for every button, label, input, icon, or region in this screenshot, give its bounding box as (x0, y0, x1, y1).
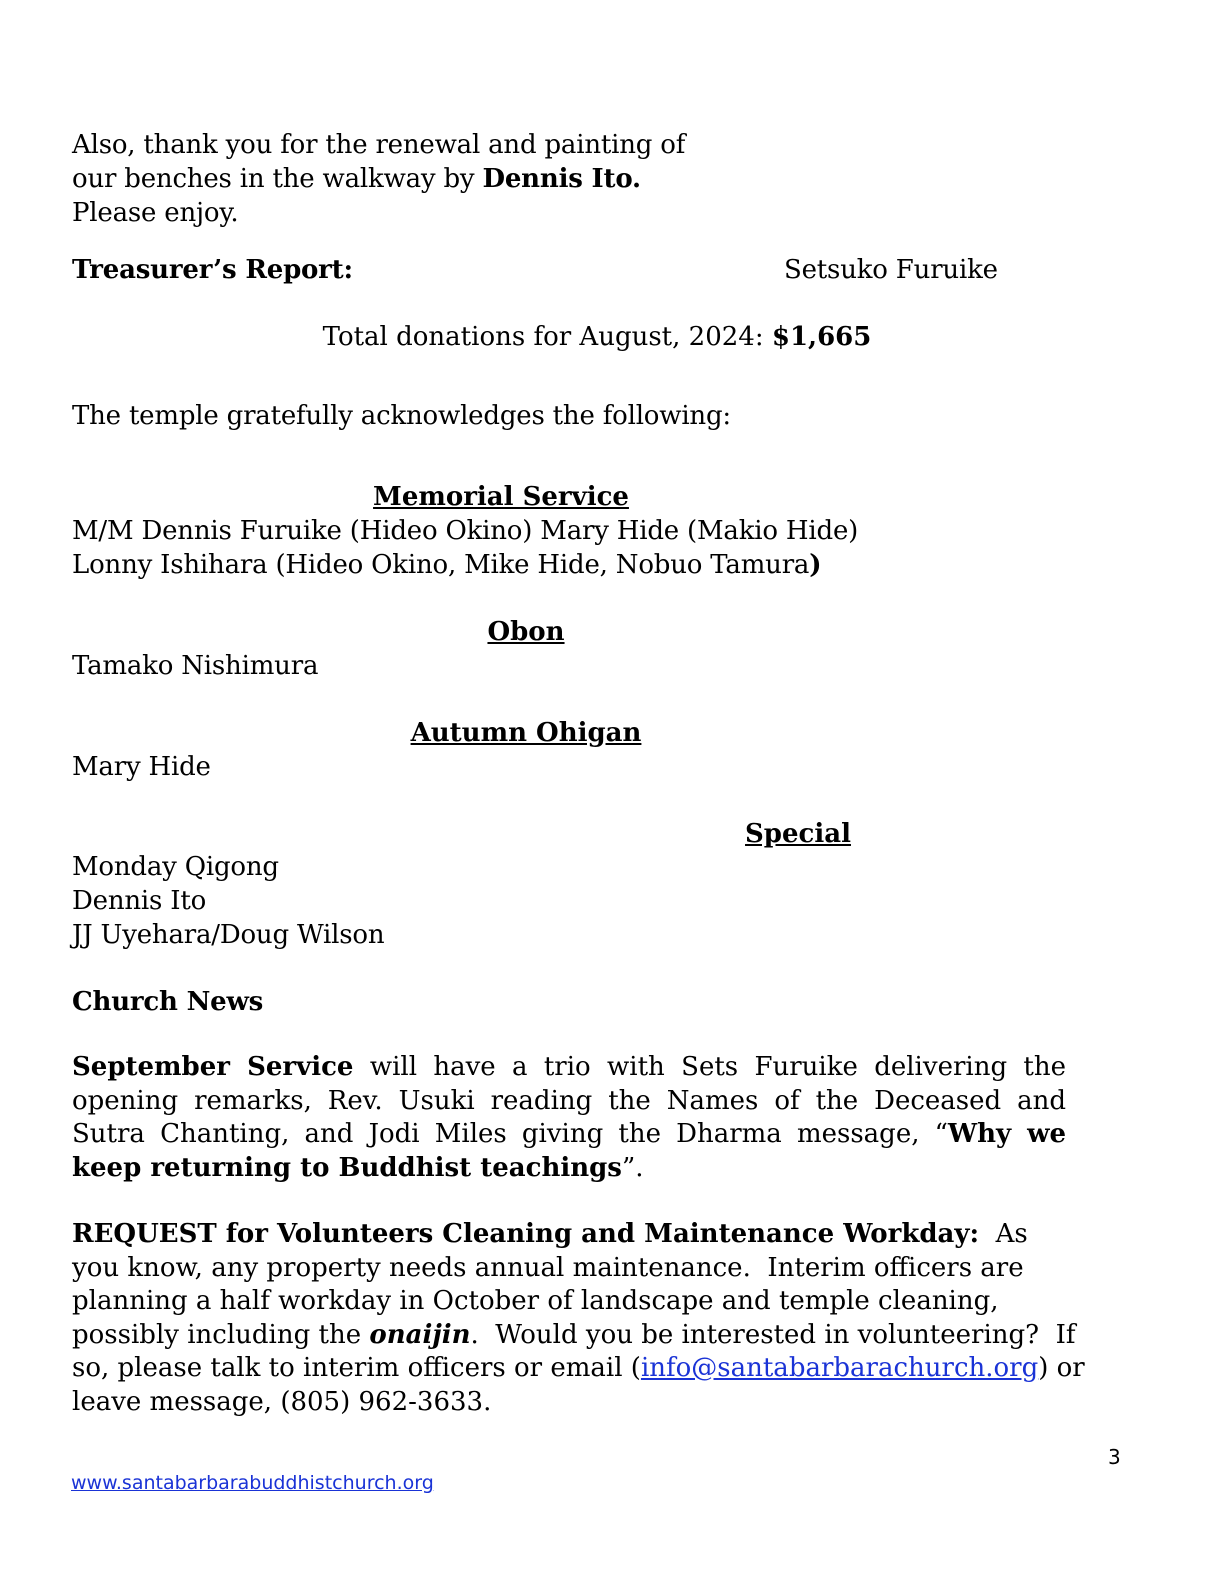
obon-line-1: Tamako Nishimura (72, 651, 319, 681)
thanks-line-2: our benches in the walkway by Dennis Ito. (72, 164, 641, 194)
treasurer-heading: Treasurer’s Report: (72, 255, 353, 285)
september-line-3: Sutra Chanting, and Jodi Miles giving the Dharma message, “Why we (72, 1119, 1066, 1149)
volunteer-paragraph (72, 1218, 1085, 1419)
onaijin-term: onaijin (369, 1319, 471, 1350)
volunteer-line-2: you know, any property needs annual maintenance. Interim officers are (72, 1252, 1024, 1283)
ohigan-heading: Autumn Ohigan (410, 718, 642, 748)
total-donations-value: $1,665 (771, 322, 872, 352)
special-item: Monday Qigong (72, 852, 279, 882)
special-item: Dennis Ito (72, 886, 207, 916)
special-item: JJ Uyehara/Doug Wilson (72, 920, 385, 950)
september-line-2: opening remarks, Rev. Usuki reading the Names of the Deceased and (72, 1085, 1066, 1116)
total-donations: Total donations for August, 2024: $1,665 (322, 322, 872, 352)
special-heading: Special (745, 819, 851, 849)
thanks-line-1: Also, thank you for the renewal and painting of (72, 130, 686, 160)
email-link[interactable]: info@santabarbarachurch.org (640, 1353, 1039, 1383)
september-line-4: keep returning to Buddhist teachings”. (72, 1152, 644, 1183)
volunteer-line-1: REQUEST for Volunteers Cleaning and Maintenance Workday: As (72, 1219, 1028, 1249)
volunteer-line-6: leave message, (805) 962-3633. (72, 1386, 492, 1417)
september-line-1: September Service will have a trio with Sets Furuike delivering the (72, 1052, 1067, 1082)
volunteer-line-4: possibly including the onaijin. Would you be interested in volunteering? If (72, 1319, 1076, 1350)
website-link[interactable]: www.santabarbarabuddhistchurch.org (71, 1472, 434, 1494)
obon-heading: Obon (487, 617, 565, 647)
acknowledge-text: The temple gratefully acknowledges the following: (72, 401, 731, 431)
memorial-heading: Memorial Service (373, 482, 629, 512)
memorial-line-2: Lonny Ishihara (Hideo Okino, Mike Hide, Nobuo Tamura) (72, 550, 822, 580)
thanks-name: Dennis Ito. (482, 164, 641, 194)
page-number: 3 (1108, 1445, 1121, 1469)
memorial-line-1: M/M Dennis Furuike (Hideo Okino) Mary Hide (Makio Hide) (72, 516, 859, 546)
church-news-heading: Church News (72, 987, 264, 1017)
treasurer-name: Setsuko Furuike (784, 255, 998, 285)
volunteer-line-3: planning a half workday in October of landscape and temple cleaning, (72, 1286, 999, 1316)
thanks-line-3: Please enjoy. (72, 198, 239, 228)
volunteer-line-5: so, please talk to interim officers or email (info@santabarbarachurch.org) or (72, 1353, 1085, 1383)
ohigan-line-1: Mary Hide (72, 752, 211, 782)
september-paragraph (72, 1051, 1066, 1185)
